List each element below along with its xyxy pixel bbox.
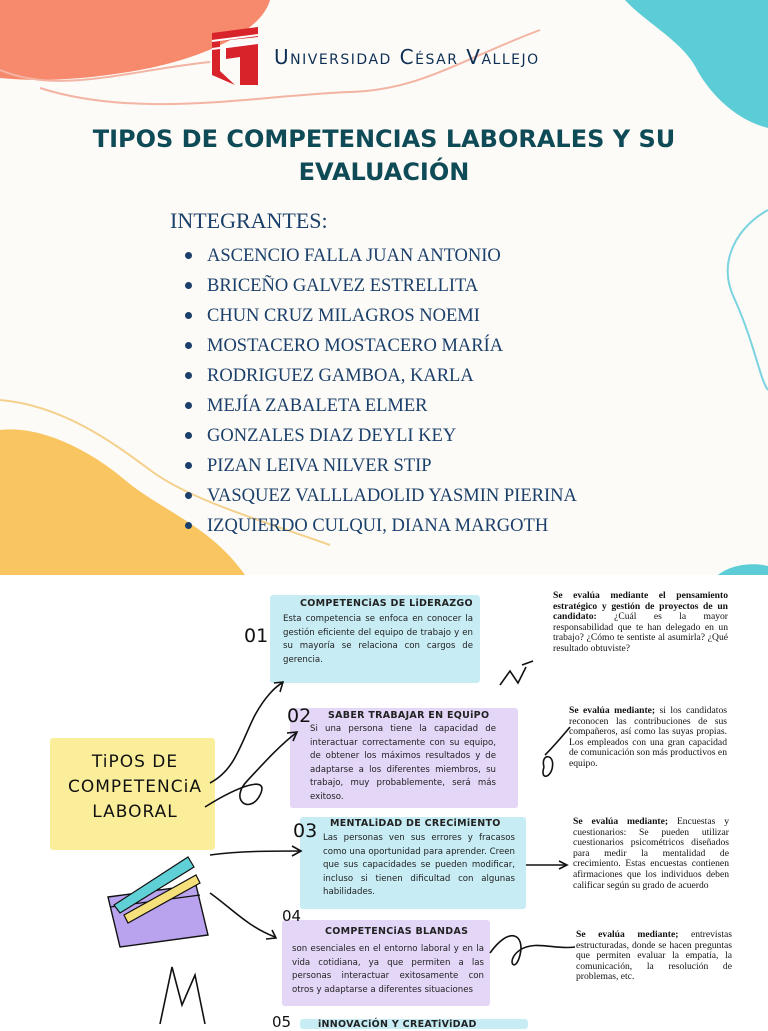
arrow-to-04: [210, 893, 275, 937]
cyan-blob: [625, 0, 768, 128]
card-body: Esta competencia se enfoca en conocer la gestión eficiente del equipo de trabajo y en su mayoría se relaciona con cargos de gerencia.: [283, 614, 473, 665]
arrow-to-eval-2: [545, 727, 570, 755]
infographic-section: [0, 575, 768, 1031]
evaluation-lead: Se evalúa mediante;: [573, 816, 669, 827]
integrantes-label: INTEGRANTES:: [170, 208, 328, 233]
card-number: 05: [272, 1013, 292, 1031]
card-body: Si una persona tiene la capacidad de interactuar correctamente con su equipo, de obtener los máximos resultados y de adaptarse a los diferentes miembros, su trabajo, muy probablemente, será más exitoso.: [310, 724, 496, 802]
evaluation-text: [569, 706, 727, 770]
evaluation-text: [553, 591, 728, 655]
card-title: COMPETENCiAS DE LiDERAZGO: [300, 598, 473, 609]
list-item: GONZALES DIAZ DEYLI KEY: [185, 424, 577, 454]
evaluation-detail: entrevistas estructuradas, donde se hacen preguntas que permiten evaluar la empatía, la comunicación, la resolución de problemas, etc.: [576, 929, 732, 983]
card-title: SABER TRABAJAR EN EQUiPO: [328, 710, 490, 721]
list-item: CHUN CRUZ MILAGROS NOEMI: [185, 304, 577, 334]
infographic-title: TiPOS DE COMPETENCiA LABORAL: [68, 752, 202, 822]
loop: [543, 757, 553, 777]
arrow-to-02: [205, 733, 296, 807]
arrow-to-01: [210, 683, 282, 783]
list-item: ASCENCIO FALLA JUAN ANTONIO: [185, 244, 577, 274]
evaluation-lead: Se evalúa mediante;: [576, 929, 679, 940]
evaluation-lead: Se evalúa mediante el pensamiento estratégico y gestión de proyectos de un candidato:: [553, 590, 728, 623]
arrow-to-eval-4: [490, 936, 575, 965]
cyan-blob-small: [718, 564, 768, 575]
card-number: 03: [293, 820, 318, 842]
list-item: RODRIGUEZ GAMBOA, KARLA: [185, 364, 577, 394]
page-title: TIPOS DE COMPETENCIAS LABORALES Y SU EVALUACIÓN: [92, 125, 676, 186]
evaluation-text: [573, 817, 729, 891]
evaluation-lead: Se evalúa mediante;: [569, 705, 656, 716]
card-body: Las personas ven sus errores y fracasos como una oportunidad para aprender. Creen que sus capacidades se pueden modificar, incluso si tienen dificultad con algunas habilidades.: [323, 833, 515, 898]
arrow-to-eval-1: [522, 661, 533, 665]
zigzag-arrow: [500, 667, 526, 685]
evaluation-detail: si los candidatos reconocen las contribuciones de sus compañeros, así como las suyas propias. Los empleados con una gran capacidad de comunicación son más productivos en equipo.: [569, 705, 727, 769]
pencil-case-icon: [108, 857, 208, 947]
card-title: COMPETENCiAS BLANDAS: [325, 926, 469, 937]
evaluation-detail: Encuestas y cuestionarios: Se pueden utilizar cuestionarios psicométricos diseñados para medir la mentalidad de crecimiento. Estas encuestas contienen afirmaciones que los individuos deben calificar según su grado de acuerdo: [573, 816, 729, 891]
evaluation-text: [576, 930, 732, 983]
list-item: PIZAN LEIVA NILVER STIP: [185, 454, 577, 484]
list-item: IZQUIERDO CULQUI, DIANA MARGOTH: [185, 514, 577, 544]
card-title: MENTALiDAD DE CRECiMiENTO: [330, 818, 501, 829]
list-item: BRICEÑO GALVEZ ESTRELLITA: [185, 274, 577, 304]
cyan-line: [728, 210, 768, 390]
card-number: 01: [244, 625, 269, 647]
arrow-to-03: [210, 851, 300, 855]
card-number: 02: [287, 705, 312, 727]
university-name: Universidad César Vallejo: [274, 45, 540, 69]
list-item: VASQUEZ VALLLADOLID YASMIN PIERINA: [185, 484, 577, 514]
card-body: son esenciales en el entorno laboral y en la vida cotidiana, ya que permiten a las personas interactuar exitosamente con otros y adaptarse a diferentes situaciones: [292, 944, 484, 995]
ucv-logo-icon: [210, 27, 260, 87]
zigzag-bottom: [160, 967, 205, 1024]
list-item: MOSTACERO MOSTACERO MARÍA: [185, 334, 577, 364]
members-list: [185, 244, 577, 544]
card-title: iNNOVACiÓN Y CREATiViDAD: [318, 1019, 477, 1030]
list-item: MEJÍA ZABALETA ELMER: [185, 394, 577, 424]
university-header: [210, 26, 540, 88]
card-number: 04: [282, 907, 302, 925]
evaluation-detail: ¿Cuál es la mayor responsabilidad que te han delegado en un trabajo? ¿Cómo te sentiste al asumirla? ¿Qué resultado obtuviste?: [553, 611, 728, 654]
